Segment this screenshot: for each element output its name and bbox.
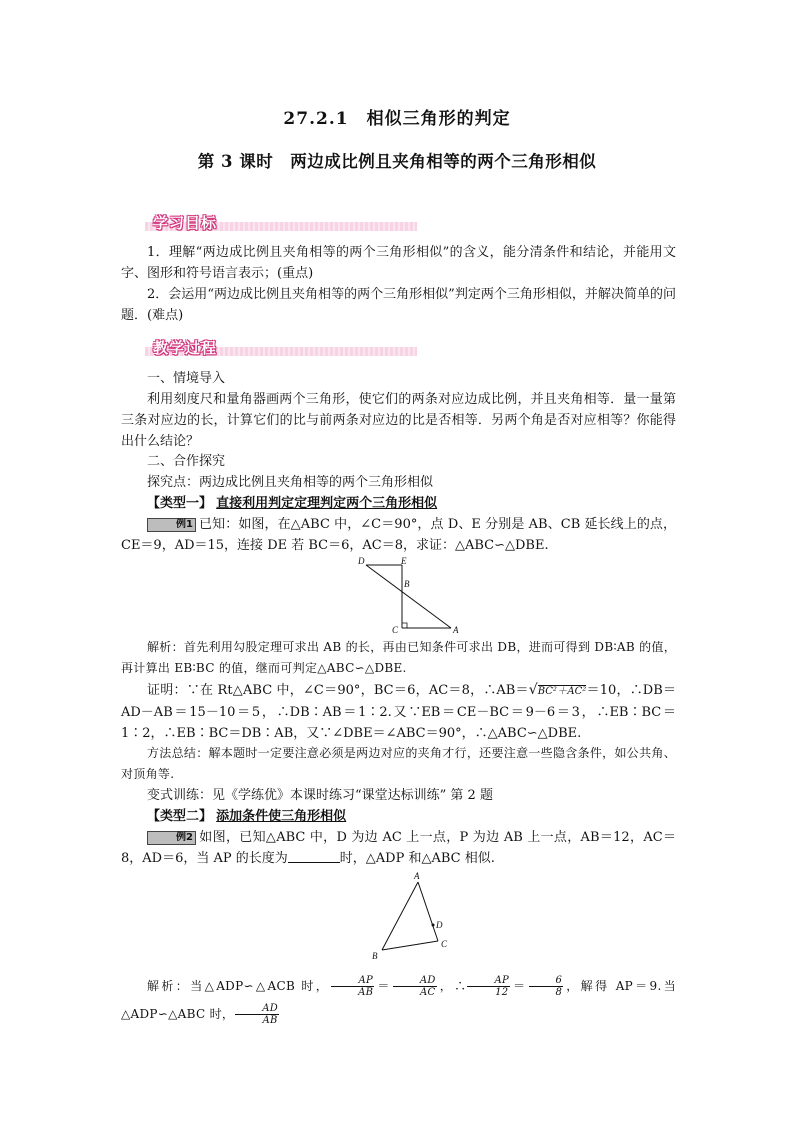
fraction-ad-ac: $\frac{AD}{AC}$	[393, 975, 437, 998]
type1-head: 【类型一】	[147, 496, 213, 511]
example1-tag: 例1	[147, 518, 196, 532]
fraction-ap-ab: $\frac{AP}{AB}$	[331, 975, 374, 998]
label-b: B	[372, 951, 378, 960]
explore-point: 探究点：两边成比例且夹角相等的两个三角形相似	[147, 475, 434, 490]
type1-title: 直接利用判定定理判定两个三角形相似	[216, 496, 438, 511]
point-d	[432, 924, 435, 927]
example1-text: 已知：如图，在△ABC 中，∠C＝90°，点 D、E 分别是 AB、CB 延长线上的点，CE＝9，AD＝15，连接 DE 若 BC＝6，AC＝8，求证：△ABC∽△DBE.	[121, 517, 676, 553]
part1-heading: 一、情境导入	[147, 371, 226, 386]
goals-banner-label: 学习目标	[153, 214, 218, 232]
label-e: E	[401, 556, 407, 566]
type2-title: 添加条件使三角形相似	[216, 809, 347, 824]
section-title: 27.2.1 相似三角形的判定	[283, 109, 511, 129]
proof-1: 证明：∵在 Rt△ABC 中，∠C＝90°，BC＝6，AC＝8，∴AB＝√BC²＋AC²＝10，∴DB＝AD－AB＝15－10＝5，∴DB∶AB＝1∶2.又∵EB＝CE－BC＝9－6＝3，∴EB∶BC＝1∶2，∴EB∶BC＝DB∶AB，又∵∠DBE＝∠ABC＝90°，∴△ABC∽△DBE.	[121, 682, 676, 741]
goal-item-2: 2．会运用“两边成比例且夹角相等的两个三角形相似”判定两个三角形相似，并解决简单的问题．(难点)	[121, 287, 676, 323]
label-b: B	[404, 579, 410, 589]
analysis2-part-a: 解析：当△ADP∽△ACB 时，	[147, 979, 331, 993]
fraction-6-8: $\frac{6}{8}$	[529, 975, 564, 998]
fraction-ap-12: $\frac{AP}{12}$	[467, 975, 510, 998]
label-a: A	[414, 871, 420, 881]
analysis2-part-b: ，∴	[437, 979, 467, 993]
part1-text: 利用刻度尺和量角器画两个三角形，使它们的两条对应边成比例，并且夹角相等．量一量第三条对应边的长，计算它们的比与前两条对应边的比是否相等．另两个角是否对应相等？你能得出什么结论？	[121, 392, 676, 449]
example2-text-a: 如图，已知△ABC 中，D 为边 AC 上一点，P 为边 AB 上一点，AB＝12，AC＝8，AD＝6，当 AP 的长度为	[121, 830, 676, 866]
line-ac	[418, 882, 438, 941]
process-banner	[145, 338, 417, 358]
variant-training: 变式训练：见《学练优》本课时练习“课堂达标训练” 第 2 题	[147, 788, 493, 803]
type1-heading	[121, 493, 676, 514]
line-da	[366, 565, 451, 628]
example2-tag: 例2	[147, 831, 196, 845]
proof1-part-a: 证明：∵在 Rt△ABC 中，∠C＝90°，BC＝6，AC＝8，∴AB＝	[147, 683, 529, 698]
type2-head: 【类型二】	[147, 809, 213, 824]
example1	[121, 514, 676, 556]
analysis-2: 解析：当△ADP∽△ACB 时， $\frac{AP}{AB}$ ＝ $\frac{AD}{AC}$ ，∴ $\frac{AP}{12}$ ＝ $\frac{6}{8}$ ，解得 AP＝9.当△ADP∽△ABC 时， $\frac{AD}{AB}$	[121, 975, 676, 1026]
label-d: D	[358, 556, 365, 566]
right-angle-mark	[402, 623, 407, 628]
part2-heading: 二、合作探究	[147, 454, 226, 469]
proof1-part-b: ＝10，∴DB＝AD－AB＝15－10＝5，∴DB∶AB＝1∶2.又∵EB＝CE－BC＝9－6＝3，∴EB∶BC＝1∶2，∴EB∶BC＝DB∶AB，又∵∠DBE＝∠ABC＝90°，∴△ABC∽△DBE.	[121, 683, 676, 741]
method-summary: 方法总结：解本题时一定要注意必须是两边对应的夹角才行，还要注意一些隐含条件，如公共角、对顶角等.	[121, 746, 676, 781]
figure-1	[350, 553, 470, 635]
label-c: C	[441, 939, 448, 949]
line-bc	[382, 941, 438, 950]
label-d: D	[436, 920, 443, 930]
figure-2	[368, 868, 458, 960]
fraction-ad-ab: $\frac{AD}{AB}$	[235, 1003, 279, 1026]
label-a: A	[453, 625, 459, 635]
lesson-title: 第 3 课时 两边成比例且夹角相等的两个三角形相似	[197, 152, 597, 171]
goal-item-1: 1．理解“两边成比例且夹角相等的两个三角形相似”的含义，能分清条件和结论，并能用文字、图形和符号语言表示；(重点)	[121, 245, 676, 281]
analysis-1: 解析：首先利用勾股定理可求出 AB 的长，再由已知条件可求出 DB，进而可得到 DB∶AB 的值，再计算出 EB∶BC 的值，继而可判定△ABC∽△DBE.	[121, 640, 676, 675]
label-c: C	[392, 625, 399, 635]
line-ab	[382, 882, 418, 950]
answer-blank	[288, 850, 340, 863]
process-banner-label: 教学过程	[153, 339, 218, 357]
example2	[121, 827, 676, 869]
analysis2-part-c: ，解得 AP＝9.当△ADP∽△ABC 时，	[121, 979, 676, 1021]
example2-text-b: 时，△ADP 和△ABC 相似.	[339, 851, 495, 866]
proof1-sqrt: BC²＋AC²	[537, 686, 587, 697]
type2-heading	[121, 806, 676, 827]
goals-banner	[145, 213, 417, 233]
